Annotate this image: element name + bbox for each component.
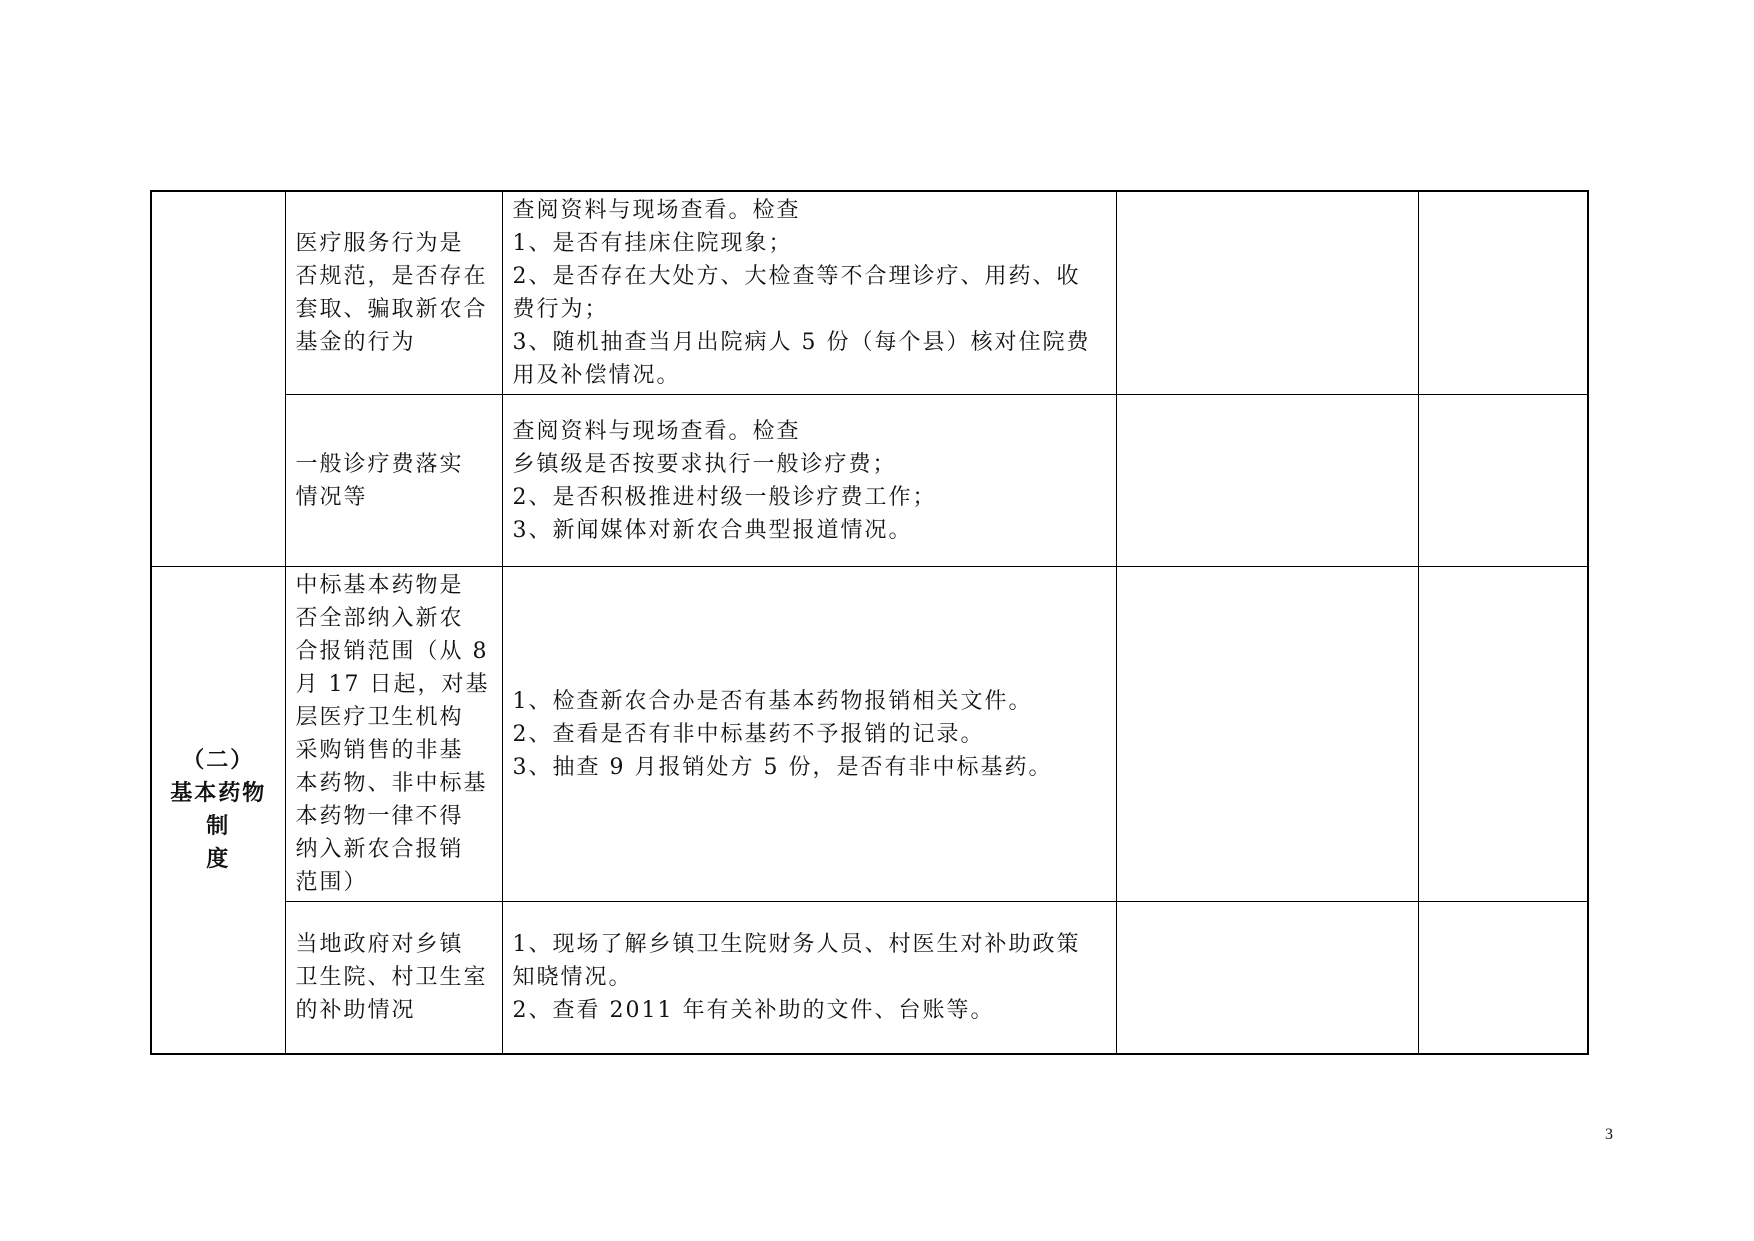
table-row: [151, 395, 1588, 567]
method-text: 2、查看是否有非中标基药不予报销的记录。: [512, 721, 985, 747]
item-text: 的补助情况: [295, 997, 416, 1023]
item-text: 中标基本药物是: [295, 573, 464, 598]
item-text: 范围）: [295, 870, 368, 895]
method-text: 3、随机抽查当月出院病人 5 份（每个县）核对住院费: [512, 330, 1091, 355]
item-text: 医疗服务行为是: [295, 231, 464, 256]
method-text: 费行为；: [512, 297, 609, 322]
result-cell: [1116, 191, 1418, 395]
method-text: 1、现场了解乡镇卫生院财务人员、村医生对补助政策: [512, 931, 1081, 957]
item-text: 层医疗卫生机构: [295, 705, 464, 730]
table-row: [151, 567, 1588, 902]
remark-cell: [1418, 902, 1588, 1054]
item-text: 一般诊疗费落实: [295, 451, 464, 477]
method-text: 1、是否有挂床住院现象；: [512, 231, 793, 256]
method-text: 3、新闻媒体对新农合典型报道情况。: [512, 517, 913, 543]
item-text: 卫生院、村卫生室: [295, 964, 488, 990]
checklist-table: [150, 190, 1589, 1055]
result-cell: [1116, 902, 1418, 1054]
category-name: 基本药物制: [170, 779, 267, 839]
method-text: 乡镇级是否按要求执行一般诊疗费；: [512, 451, 897, 477]
item-text: 情况等: [295, 484, 368, 510]
result-cell: [1116, 395, 1418, 567]
item-cell: [285, 567, 502, 902]
item-cell: [285, 395, 502, 567]
item-text: 本药物、非中标基: [295, 771, 488, 796]
method-text: 用及补偿情况。: [512, 363, 681, 388]
item-text: 本药物一律不得: [295, 804, 464, 829]
method-text: 2、是否存在大处方、大检查等不合理诊疗、用药、收: [512, 264, 1081, 289]
method-text: 2、查看 2011 年有关补助的文件、台账等。: [512, 997, 995, 1023]
method-cell: [502, 567, 1116, 902]
item-cell: [285, 902, 502, 1054]
item-text: 否全部纳入新农: [295, 606, 464, 631]
item-text: 采购销售的非基: [295, 738, 464, 763]
table-row: [151, 191, 1588, 395]
item-text: 纳入新农合报销: [295, 837, 464, 862]
method-text: 知晓情况。: [512, 964, 633, 990]
item-text: 合报销范围（从 8: [295, 639, 489, 664]
remark-cell: [1418, 395, 1588, 567]
method-text: 3、抽查 9 月报销处方 5 份，是否有非中标基药。: [512, 754, 1053, 780]
item-text: 基金的行为: [295, 330, 416, 355]
method-text: 查阅资料与现场查看。检查: [512, 418, 801, 444]
method-cell: [502, 191, 1116, 395]
category-cell-empty: [151, 191, 285, 567]
category-cell: [151, 567, 285, 1054]
item-cell: [285, 191, 502, 395]
remark-cell: [1418, 567, 1588, 902]
method-cell: [502, 902, 1116, 1054]
method-text: 2、是否积极推进村级一般诊疗费工作；: [512, 484, 937, 510]
table-row: [151, 902, 1588, 1054]
method-text: 查阅资料与现场查看。检查: [512, 198, 801, 223]
item-text: 当地政府对乡镇: [295, 931, 464, 957]
category-name: 度: [206, 845, 231, 872]
item-text: 月 17 日起，对基: [295, 672, 490, 697]
method-text: 1、检查新农合办是否有基本药物报销相关文件。: [512, 688, 1033, 714]
item-text: 否规范，是否存在: [295, 264, 488, 289]
page-number: 3: [1605, 1126, 1613, 1143]
result-cell: [1116, 567, 1418, 902]
item-text: 套取、骗取新农合: [295, 297, 488, 322]
method-cell: [502, 395, 1116, 567]
category-number: （二）: [182, 746, 255, 773]
remark-cell: [1418, 191, 1588, 395]
